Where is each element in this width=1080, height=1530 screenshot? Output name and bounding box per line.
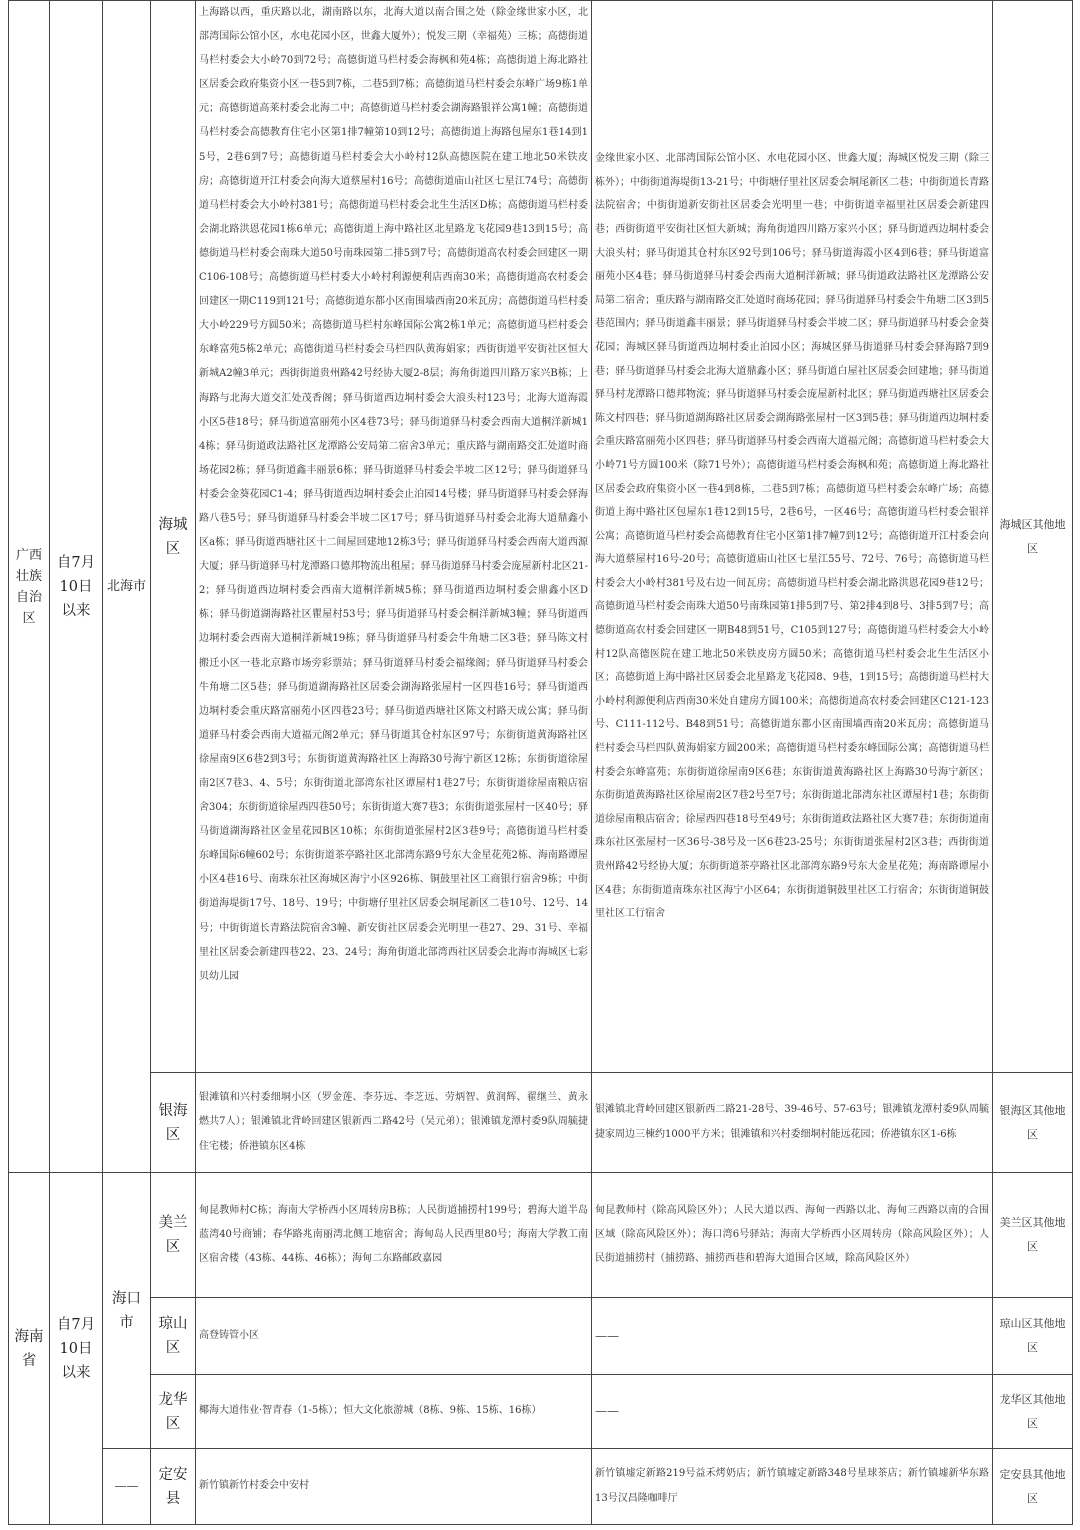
- low-risk-cell: [993, 1449, 1073, 1525]
- high-risk-text: 新竹镇新竹村委会中安村: [199, 1480, 309, 1492]
- table-row: [9, 1298, 1073, 1375]
- low-risk-text: 银海区其他地区: [999, 1103, 1066, 1141]
- district-name: 海城区: [158, 516, 188, 557]
- bottom-edge: [0, 1526, 1080, 1530]
- mid-risk-cell: [592, 1449, 993, 1525]
- city-cell: [103, 1, 151, 1173]
- high-risk-cell: [196, 1073, 592, 1173]
- province-cell: [9, 1, 50, 1173]
- risk-area-table: [8, 0, 1073, 1525]
- time-range: 自7月10日以来: [56, 1316, 96, 1381]
- district-name: 琼山区: [158, 1316, 188, 1356]
- low-risk-cell: [993, 1298, 1073, 1375]
- city-name: 北海市: [106, 579, 146, 594]
- city-cell: [103, 1449, 151, 1525]
- mid-risk-cell: [592, 1375, 993, 1449]
- mid-risk-cell: [592, 1, 993, 1073]
- mid-risk-text: 金缘世家小区、北部湾国际公馆小区、水电花园小区、世鑫大厦；海城区悦发三期（除三栋外）；中街街道海堤街13-21号；中街塘仔里社区居委会垌尾新区二巷；中街街道长青路法院宿舍；中街街道新安街社区居委会光明里一巷；中街街道幸福里社区居委会新建四巷；西街街道平安街社区恒大新城；海角街道四川路万家兴小区；驿马街道西边垌村委会大浪头村；驿马街道其仓村东区92号到106号；驿马街道海霞小区4到6巷；驿马街道富丽苑小区4巷；驿马街道驿马村委会西南大道桐洋新城；驿马街道政法路社区龙潭路公安局第二宿舍；重庆路与湖南路交汇处道时商场花园；驿马街道驿马村委会牛角塘二区3到5巷范围内；驿马街道鑫丰丽景；驿马街道驿马村委会半坡二区；驿马街道驿马村委会金葵花园；海城区驿马街道西边垌村委止泊园小区；海城区驿马街道驿马村委会驿海路7到9巷；驿马街道驿马村委会北海大道鼎鑫小区；驿马街道白屋社区居委会回建地；驿马街道驿马村龙潭路口德邦物流；驿马街道驿马村委会庞屋新村北区；驿马街道西塘社区居委会陈文村四巷；驿马街道湖海路社区居委会湖海路张屋村一区3到5巷；驿马街道西边垌村委会重庆路富丽苑小区四巷；驿马街道驿马村委会西南大道福元阁；高德街道马栏村委会大小岭71号方圆100米（除71号外）；高德街道马栏村委会海枫和苑；高德街道上海北路社区居委会政府集资小区一巷4到8栋，二巷5到7栋；高德街道马栏村委会东峰广场；高德街道上海中路社区包屋东1巷12到15号，2巷6号，一区46号；高德街道马栏村委会银祥公寓；高德街道马栏村委会高德教育住宅小区第1排7幢7到12号；高德街道开江村委会向海大道蔡屋村16号-20号；高德街道庙山社区七星江55号、72号、76号；高德街道马栏村委会大小岭村381号及右边一间瓦房；高德街道马栏村委会湖北路洪恩花园9巷12号；高德街道马栏村委会南珠大道50号南珠园第1排5到7号、第2排4到8号、3排5到7号；高德街道高农村委会回建区一期B48到51号，C105到127号；高德街道马栏村委会大小岭村12队高德医院在建工地北50米铁皮房方圆50米；高德街道马栏村委会北生生活区小区；高德街道上海中路社区居委会北星路龙飞花园8、9巷，1到15号；高德街道马栏村大小岭村利源便利店西南30米处自建房方圆100米；高德街道高农村委会回建区C121-123号、C111-112号、B48到51号；高德街道东都小区南围墙西南20米瓦房；高德街道马栏村委会马栏四队黄海娟家方圆200米；高德街道马栏村委东峰国际公寓；高德街道马栏村委会东峰富苑；东街街道徐屋南9区6巷；东街街道黄海路社区上海路30号海宁新区；东街街道黄海路社区徐屋南2区7巷2号至7号；东街街道北部湾东社区谭屋村1巷；东街街道徐屋南粮店宿舍；徐屋西四巷18号至49号；东街街道政法路社区大赛7巷；东街街道南珠东社区张屋村一区36号-38号及一区6巷23-25号；东街街道张屋村2区3巷；西街街道贵州路42号经协大厦；东街街道茶亭路社区北部湾东路9号东大金星花苑；海南路谭屋小区4巷；东街街道南珠东社区海宁小区64；东街街道铜鼓里社区工行宿舍；东街街道铜鼓里社区工行宿舍: [595, 153, 989, 920]
- high-risk-cell: [196, 1298, 592, 1375]
- low-risk-text: 琼山区其他地区: [999, 1317, 1066, 1354]
- district-name: 龙华区: [158, 1391, 188, 1432]
- high-risk-cell: [196, 1449, 592, 1525]
- low-risk-text: 定安县其他地区: [999, 1467, 1066, 1505]
- mid-risk-cell: [592, 1173, 993, 1298]
- high-risk-text: 上海路以西，重庆路以北，湖南路以东，北海大道以南合围之处（除金缘世家小区，北部湾国际公馆小区，水电花园小区，世鑫大厦外）；悦发三期（幸福苑）三栋；高德街道马栏村委会大小岭70到72号；高德街道马栏村委会海枫和苑4栋；高德街道上海北路社区居委会政府集资小区一巷5到7栋，二巷5到7栋；高德街道马栏村委会东峰广场9栋1单元；高德街道高莱村委会北海二中；高德街道马栏村委会湖海路银祥公寓1幢；高德街道马栏村委会高德教育住宅小区第1排7幢第10到12号；高德街道上海路包屋东1巷14到15号，2巷6到7号；高德街道马栏村委会大小岭村12队高德医院在建工地北50米铁皮房；高德街道开江村委会向海大道蔡屋村16号；高德街道庙山社区七星江74号；高德街道马栏村委会大小岭村381号；高德街道马栏村委会北生生活区D栋；高德街道马栏村委会湖北路洪恩花园1栋6单元；高德街道上海中路社区北星路龙飞花园9巷13到15号；高德街道马栏村委会南珠大道50号南珠园第二排5到7号；高德街道高农村委会回建区一期C106-108号；高德街道马栏村委大小岭村利源便利店西南30米；高德街道高农村委会回建区一期C119到121号；高德街道东都小区南围墙西南20米瓦房；高德街道马栏村委大小岭229号方圆50米；高德街道马栏村东峰国际公寓2栋1单元；高德街道马栏村委会东峰富苑5栋2单元；高德街道马栏村委会马栏四队黄海娟家；西街街道平安街社区恒大新城A2幢3单元；西街街道贵州路42号经协大厦2-8层；海角街道四川路万家兴B栋；上海路与北海大道交汇处茂香阁；驿马街道西边垌村委会大浪头村123号；北海大道海霞小区5巷18号；驿马街道富丽苑小区4巷73号；驿马街道驿马村委会西南大道桐洋新城14栋；驿马街道政法路社区龙潭路公安局第二宿舍3单元；重庆路与湖南路交汇处道时商场花园2栋；驿马街道鑫丰丽景6栋；驿马街道驿马村委会半坡二区12号；驿马街道驿马村委会金葵花园C1-4；驿马街道西边垌村委会止泊园14号楼；驿马街道驿马村委会驿海路八巷5号；驿马街道驿马村委会半坡二区17号；驿马街道驿马村委会北海大道鼎鑫小区a栋；驿马街道西塘社区十二间屋回建地12栋3号；驿马街道驿马村委会西南大道西源大厦；驿马街道驿马村龙潭路口德邦物流出租屋；驿马街道驿马村委会庞屋新村北区21-2；驿马街道西边垌村委会西南大道桐洋新城5栋；驿马街道西边垌村委会鼎鑫小区D栋；驿马街道湖海路社区瞿屋村53号；驿马街道驿马村委会桐洋新城3幢；驿马街道西边垌村委会西南大道桐洋新城19栋；驿马街道驿马村委会牛角塘二区3巷；驿马陈文村搬迁小区一巷北京路市场旁彩票站；驿马街道驿马村委会福缘阁；驿马街道驿马村委会牛角塘二区5巷；驿马街道湖海路社区居委会湖海路张屋村一区四巷16号；驿马街道西边垌村委会重庆路富丽苑小区四巷23号；驿马街道西塘社区陈文村路天成公寓；驿马街道驿马村委会西南大道福元阁2单元；驿马街道其仓村东区97号；东街街道黄海路社区徐屋南9区6巷2到3号；东街街道黄海路社区上海路30号海宁新区12栋；东街街道徐屋南2区7巷3、4、5号；东街街道北部湾东社区谭屋村1巷27号；东街街道徐屋南粮店宿舍304；东街街道徐屋西四巷50号；东街街道大赛7巷3；东街街道张屋村一区40号；驿马街道湖海路社区金星花园B区10栋；东街街道张屋村2区3巷9号；高德街道马栏村委东峰国际6幢602号；东街街道茶亭路社区北部湾东路9号东大金星花苑2栋、海南路谭屋小区4巷16号、南珠东社区海城区海宁小区926栋、铜鼓里社区工商银行宿舍9栋；中街街道海堤街17号、18号、19号；中街塘仔里社区居委会垌尾新区二巷10号、12号、14号；中街街道长青路法院宿舍3幢、新安街社区居委会光明里一巷27、29、31号、幸福里社区居委会新建四巷22、23、24号；海角街道北部湾西社区居委会北海市海城区七彩贝幼儿园: [199, 7, 588, 982]
- table-row: [9, 1073, 1073, 1173]
- province-name: 广西壮族自治区: [15, 547, 42, 626]
- time-cell: [50, 1173, 103, 1525]
- time-range: 自7月10日以来: [56, 554, 96, 619]
- low-risk-cell: [993, 1375, 1073, 1449]
- district-cell: [151, 1375, 196, 1449]
- mid-risk-text: 新竹镇墟定新路219号益禾烤奶店；新竹镇墟定新路348号星球茶店；新竹镇墟新华东路13号汉昌隆咖啡厅: [595, 1468, 989, 1504]
- district-cell: [151, 1449, 196, 1525]
- district-name: 定安县: [158, 1466, 188, 1507]
- high-risk-cell: [196, 1, 592, 1073]
- city-name: ——: [114, 1479, 139, 1493]
- high-risk-cell: [196, 1375, 592, 1449]
- mid-risk-text: 银滩镇北背岭回建区银新西二路21-28号、39-46号、57-63号；银滩镇龙潭村委9队周毓捷家周边三棟约1000平方米；银滩镇和兴村委细垌村能远花园；侨港镇东区1-6栋: [595, 1104, 989, 1140]
- table-row: [9, 1173, 1073, 1298]
- high-risk-text: 甸昆教师村C栋；海南大学桥西小区周转房B栋；人民街道捕捞村199号；碧海大道半岛蓝湾40号商铺；春华路兆南丽湾北侧工地宿舍；海甸岛人民西里80号；海南大学教工南区宿舍楼（43栋、44栋、46栋）；海甸二东路邮政嘉园: [199, 1204, 588, 1265]
- city-cell: [103, 1173, 151, 1449]
- district-cell: [151, 1, 196, 1073]
- low-risk-cell: [993, 1, 1073, 1073]
- low-risk-text: 海城区其他地区: [999, 517, 1066, 555]
- province-cell: [9, 1173, 50, 1525]
- district-cell: [151, 1173, 196, 1298]
- table-row: [9, 1375, 1073, 1449]
- low-risk-text: 龙华区其他地区: [999, 1392, 1066, 1430]
- mid-risk-text: ——: [595, 1404, 619, 1419]
- low-risk-text: 美兰区其他地区: [999, 1216, 1066, 1253]
- mid-risk-cell: [592, 1298, 993, 1375]
- district-cell: [151, 1073, 196, 1173]
- district-name: 美兰区: [158, 1215, 188, 1255]
- high-risk-text: 高登铸管小区: [199, 1329, 259, 1341]
- low-risk-cell: [993, 1173, 1073, 1298]
- table-row: [9, 1, 1073, 1073]
- high-risk-cell: [196, 1173, 592, 1298]
- high-risk-text: 椰海大道伟业·智青春（1-5栋）；恒大文化旅游城（8栋、9栋、15栋、16栋）: [199, 1405, 542, 1417]
- district-name: 银海区: [158, 1102, 188, 1143]
- district-cell: [151, 1298, 196, 1375]
- high-risk-text: 银滩镇和兴村委细垌小区（罗金莲、李芬远、李芝远、劳炳智、黄润辉、翟继兰、黄永燃共7人）；银滩镇北背岭回建区银新西二路42号（吴元弟）；银滩镇龙潭村委9队周毓捷住宅楼；侨港镇东区4栋: [199, 1092, 588, 1152]
- low-risk-cell: [993, 1073, 1073, 1173]
- province-name: 海南省: [14, 1328, 44, 1369]
- time-cell: [50, 1, 103, 1173]
- table-row: [9, 1449, 1073, 1525]
- mid-risk-text: ——: [595, 1328, 619, 1343]
- city-name: 海口市: [112, 1290, 141, 1331]
- mid-risk-cell: [592, 1073, 993, 1173]
- mid-risk-text: 甸昆教师村（除高风险区外）；人民大道以西、海甸一西路以北、海甸三西路以南的合围区域（除高风险区外）；海口湾6号驿站；海南大学桥西小区周转房（除高风险区外）；人民街道捕捞村（捕捞路、捕捞西巷和碧海大道围合区域，除高风险区外）: [595, 1204, 989, 1265]
